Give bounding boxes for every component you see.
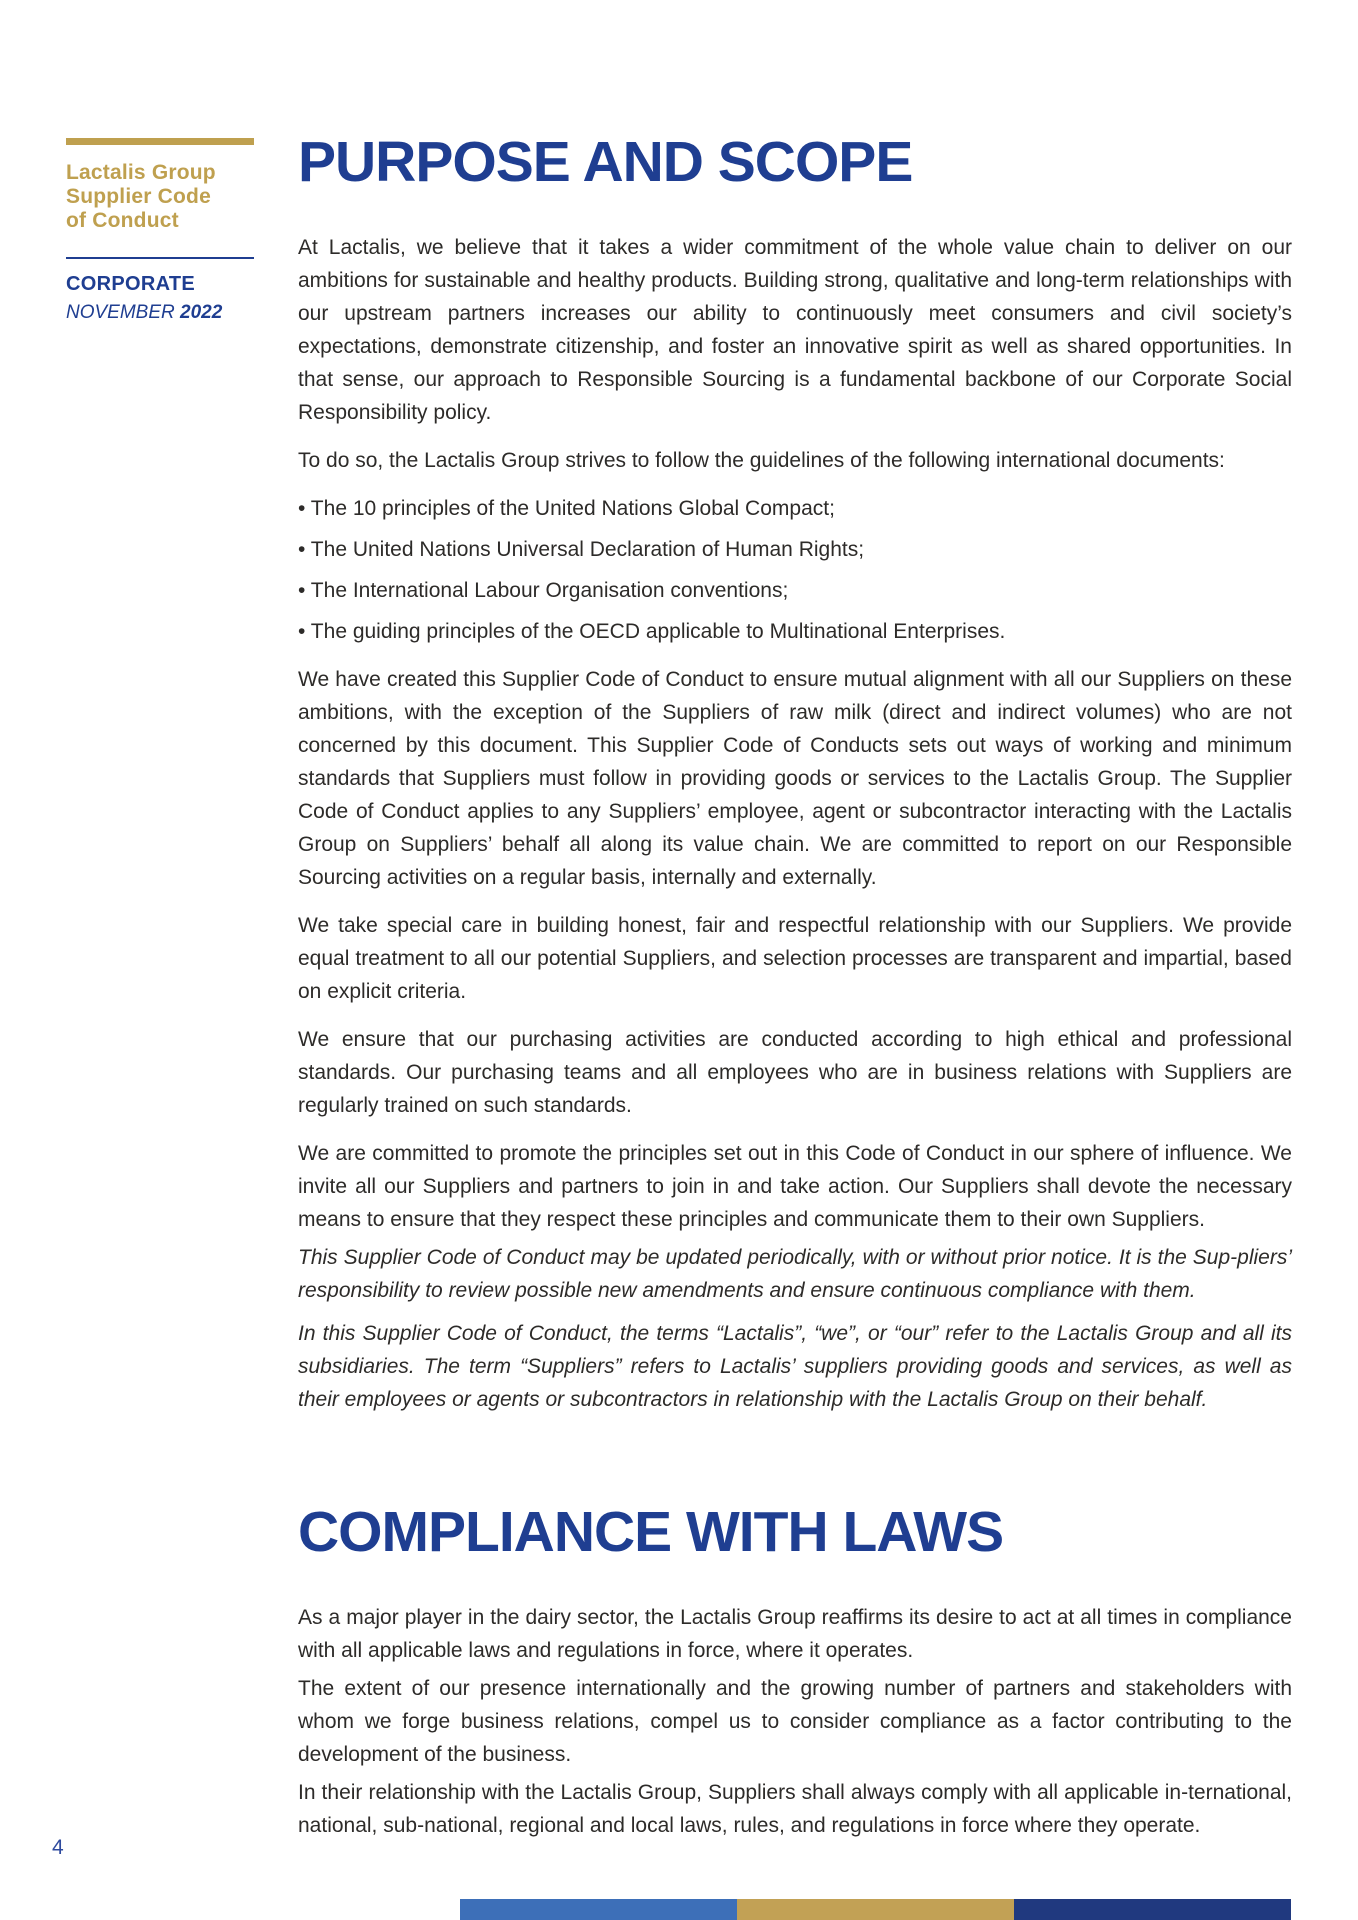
document-title-line: of Conduct (66, 209, 179, 232)
purpose-paragraph: At Lactalis, we believe that it takes a wider commitment of the whole value chain to deliver on our ambitions for sustainable and healthy products. Building strong, qualitative and long-term relationships with our upstream partners increases our ability to continuously meet consumers and civil society’s expectations, demonstrate citizenship, and foster an innovative spirit as well as shared opportunities. In that sense, our approach to Responsible Sourcing is a fundamental backbone of our Corporate Social Responsibility policy. (298, 236, 1292, 424)
international-documents-list (298, 492, 1292, 648)
purpose-heading: PURPOSE AND SCOPE (298, 130, 913, 194)
footer-bar-navy-segment (1014, 1899, 1291, 1920)
category-label: CORPORATE (66, 273, 195, 295)
footer-bar-blue-segment (460, 1899, 737, 1920)
sidebar (66, 138, 254, 324)
purpose-paragraph: We ensure that our purchasing activities are conducted according to high ethical and professional standards. Our purchasing teams and all employees who are in business relations with Suppliers are regularly trained on such standards. (298, 1028, 1292, 1117)
sidebar-divider (66, 257, 254, 259)
document-title-line: Lactalis Group (66, 161, 216, 184)
list-item: • The 10 principles of the United Nations Global Compact; (298, 497, 835, 520)
document-title-line: Supplier Code (66, 185, 211, 208)
publication-month: NOVEMBER (66, 302, 181, 323)
footer-bar-gold-segment (737, 1899, 1014, 1920)
compliance-paragraph: The extent of our presence internationally and the growing number of partners and stakeholders with whom we forge business relations, compel us to consider compliance as a factor contributing to the development of the business. (298, 1677, 1292, 1766)
purpose-note-italic: In this Supplier Code of Conduct, the terms “Lactalis”, “we”, or “our” refer to the Lactalis Group and all its subsidiaries. The term “Suppliers” refers to Lactalis’ suppliers providing goods and services, as well as their employees or agents or subcontractors in relationship with the Lactalis Group on their behalf. (298, 1322, 1292, 1411)
section-compliance-with-laws (298, 1500, 1292, 1847)
purpose-paragraph: We take special care in building honest, fair and respectful relationship with our Suppliers. We provide equal treatment to all our potential Suppliers, and selection processes are transparent and impartial, based on explicit criteria. (298, 914, 1292, 1003)
list-item: • The guiding principles of the OECD applicable to Multinational Enterprises. (298, 620, 1006, 643)
purpose-paragraph: We are committed to promote the principles set out in this Code of Conduct in our sphere of influence. We invite all our Suppliers and partners to join in and take action. Our Suppliers shall devote the necessary means to ensure that they respect these principles and communicate them to their own Suppliers. (298, 1142, 1292, 1231)
compliance-paragraph: As a major player in the dairy sector, the Lactalis Group reaffirms its desire to act at all times in compliance with all applicable laws and regulations in force, where it operates. (298, 1606, 1292, 1662)
compliance-heading: COMPLIANCE WITH LAWS (298, 1500, 1004, 1564)
footer-decorative-bar (460, 1899, 1291, 1920)
list-item: • The United Nations Universal Declaration of Human Rights; (298, 538, 865, 561)
page-number: 4 (52, 1836, 64, 1859)
section-purpose-and-scope (298, 130, 1292, 1426)
sidebar-gold-rule (66, 138, 254, 145)
compliance-paragraph: In their relationship with the Lactalis Group, Suppliers shall always comply with all applicable in-ternational, national, sub-national, regional and local laws, rules, and regulations in force where they operate. (298, 1781, 1292, 1837)
document-title (66, 161, 254, 233)
list-item: • The International Labour Organisation conventions; (298, 579, 789, 602)
purpose-note-italic: This Supplier Code of Conduct may be updated periodically, with or without prior notice. It is the Sup-pliers’ responsibility to review possible new amendments and ensure continuous compliance with them. (298, 1246, 1292, 1302)
publication-date (66, 302, 254, 324)
purpose-paragraph: We have created this Supplier Code of Conduct to ensure mutual alignment with all our Suppliers on these ambitions, with the exception of the Suppliers of raw milk (direct and indirect volumes) who are not concerned by this document. This Supplier Code of Conducts sets out ways of working and minimum standards that Suppliers must follow in providing goods or services to the Lactalis Group. The Supplier Code of Conduct applies to any Suppliers’ employee, agent or subcontractor interacting with the Lactalis Group on Suppliers’ behalf all along its value chain. We are committed to report on our Responsible Sourcing activities on a regular basis, internally and externally. (298, 668, 1292, 889)
purpose-paragraph: To do so, the Lactalis Group strives to follow the guidelines of the following international documents: (298, 449, 1225, 472)
publication-year: 2022 (180, 302, 223, 323)
